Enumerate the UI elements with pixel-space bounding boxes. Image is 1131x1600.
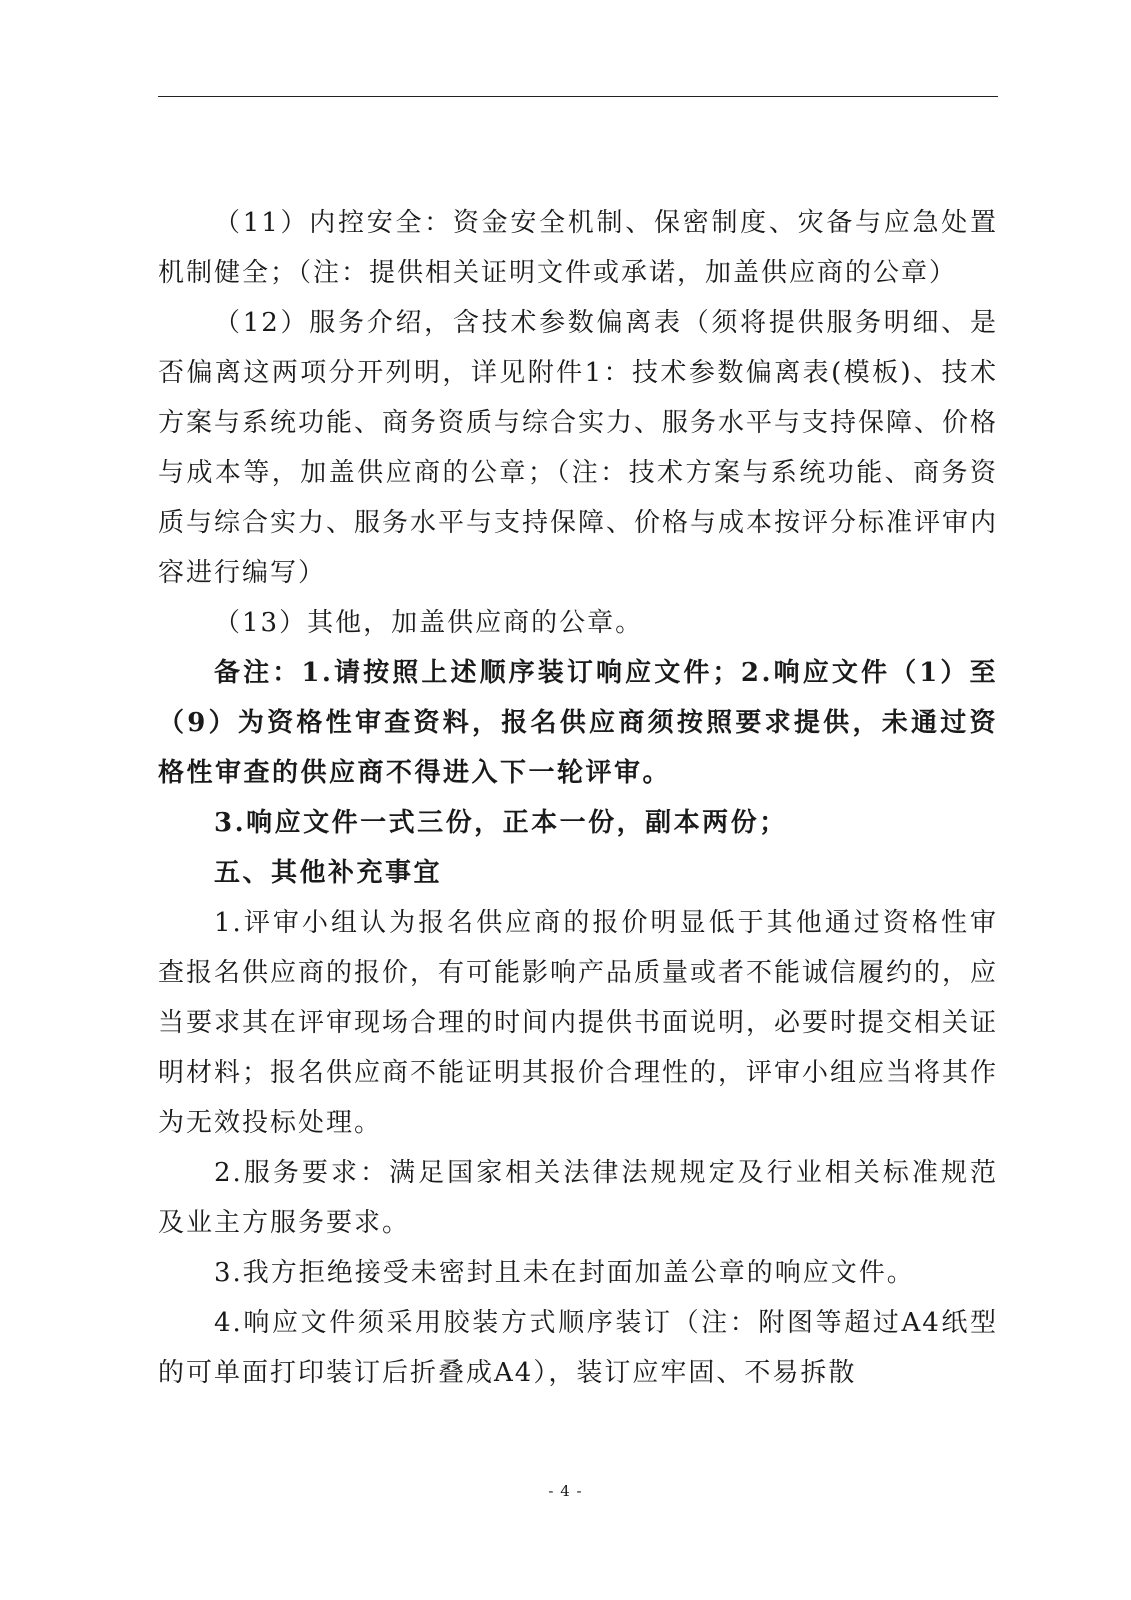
paragraph-binding: 4.响应文件须采用胶装方式顺序装订（注：附图等超过A4纸型的可单面打印装订后折叠成A4），装订应牢固、不易拆散 bbox=[158, 1308, 998, 1388]
paragraph-copies: 3.响应文件一式三份，正本一份，副本两份； bbox=[214, 808, 788, 838]
paragraph-remarks: 备注：1.请按照上述顺序装订响应文件；2.响应文件（1）至（9）为资格性审查资料，报名供应商须按照要求提供，未通过资格性审查的供应商不得进入下一轮评审。 bbox=[158, 658, 998, 788]
paragraph-internal-control: （11）内控安全：资金安全机制、保密制度、灾备与应急处置机制健全；（注：提供相关证明文件或承诺，加盖供应商的公章） bbox=[158, 208, 998, 288]
paragraph-service-requirements: 2.服务要求：满足国家相关法律法规规定及行业相关标准规范及业主方服务要求。 bbox=[158, 1158, 998, 1238]
paragraph-low-price: 1.评审小组认为报名供应商的报价明显低于其他通过资格性审查报名供应商的报价，有可能影响产品质量或者不能诚信履约的，应当要求其在评审现场合理的时间内提供书面说明，必要时提交相关证明材料；报名供应商不能证明其报价合理性的，评审小组应当将其作为无效投标处理。 bbox=[158, 908, 999, 1138]
document-body bbox=[158, 198, 998, 1398]
section-heading-supplementary: 五、其他补充事宜 bbox=[214, 858, 443, 888]
page-number bbox=[0, 1482, 1131, 1500]
header-rule bbox=[158, 96, 998, 97]
paragraph-other: （13）其他，加盖供应商的公章。 bbox=[214, 608, 644, 638]
paragraph-refuse-unsealed: 3.我方拒绝接受未密封且未在封面加盖公章的响应文件。 bbox=[214, 1258, 915, 1288]
page-number-text: - 4 - bbox=[548, 1482, 583, 1500]
paragraph-service-intro: （12）服务介绍，含技术参数偏离表（须将提供服务明细、是否偏离这两项分开列明，详见附件1：技术参数偏离表(模板)、技术方案与系统功能、商务资质与综合实力、服务水平与支持保障、价格与成本等，加盖供应商的公章；（注：技术方案与系统功能、商务资质与综合实力、服务水平与支持保障、价格与成本按评分标准评审内容进行编写） bbox=[158, 308, 999, 588]
